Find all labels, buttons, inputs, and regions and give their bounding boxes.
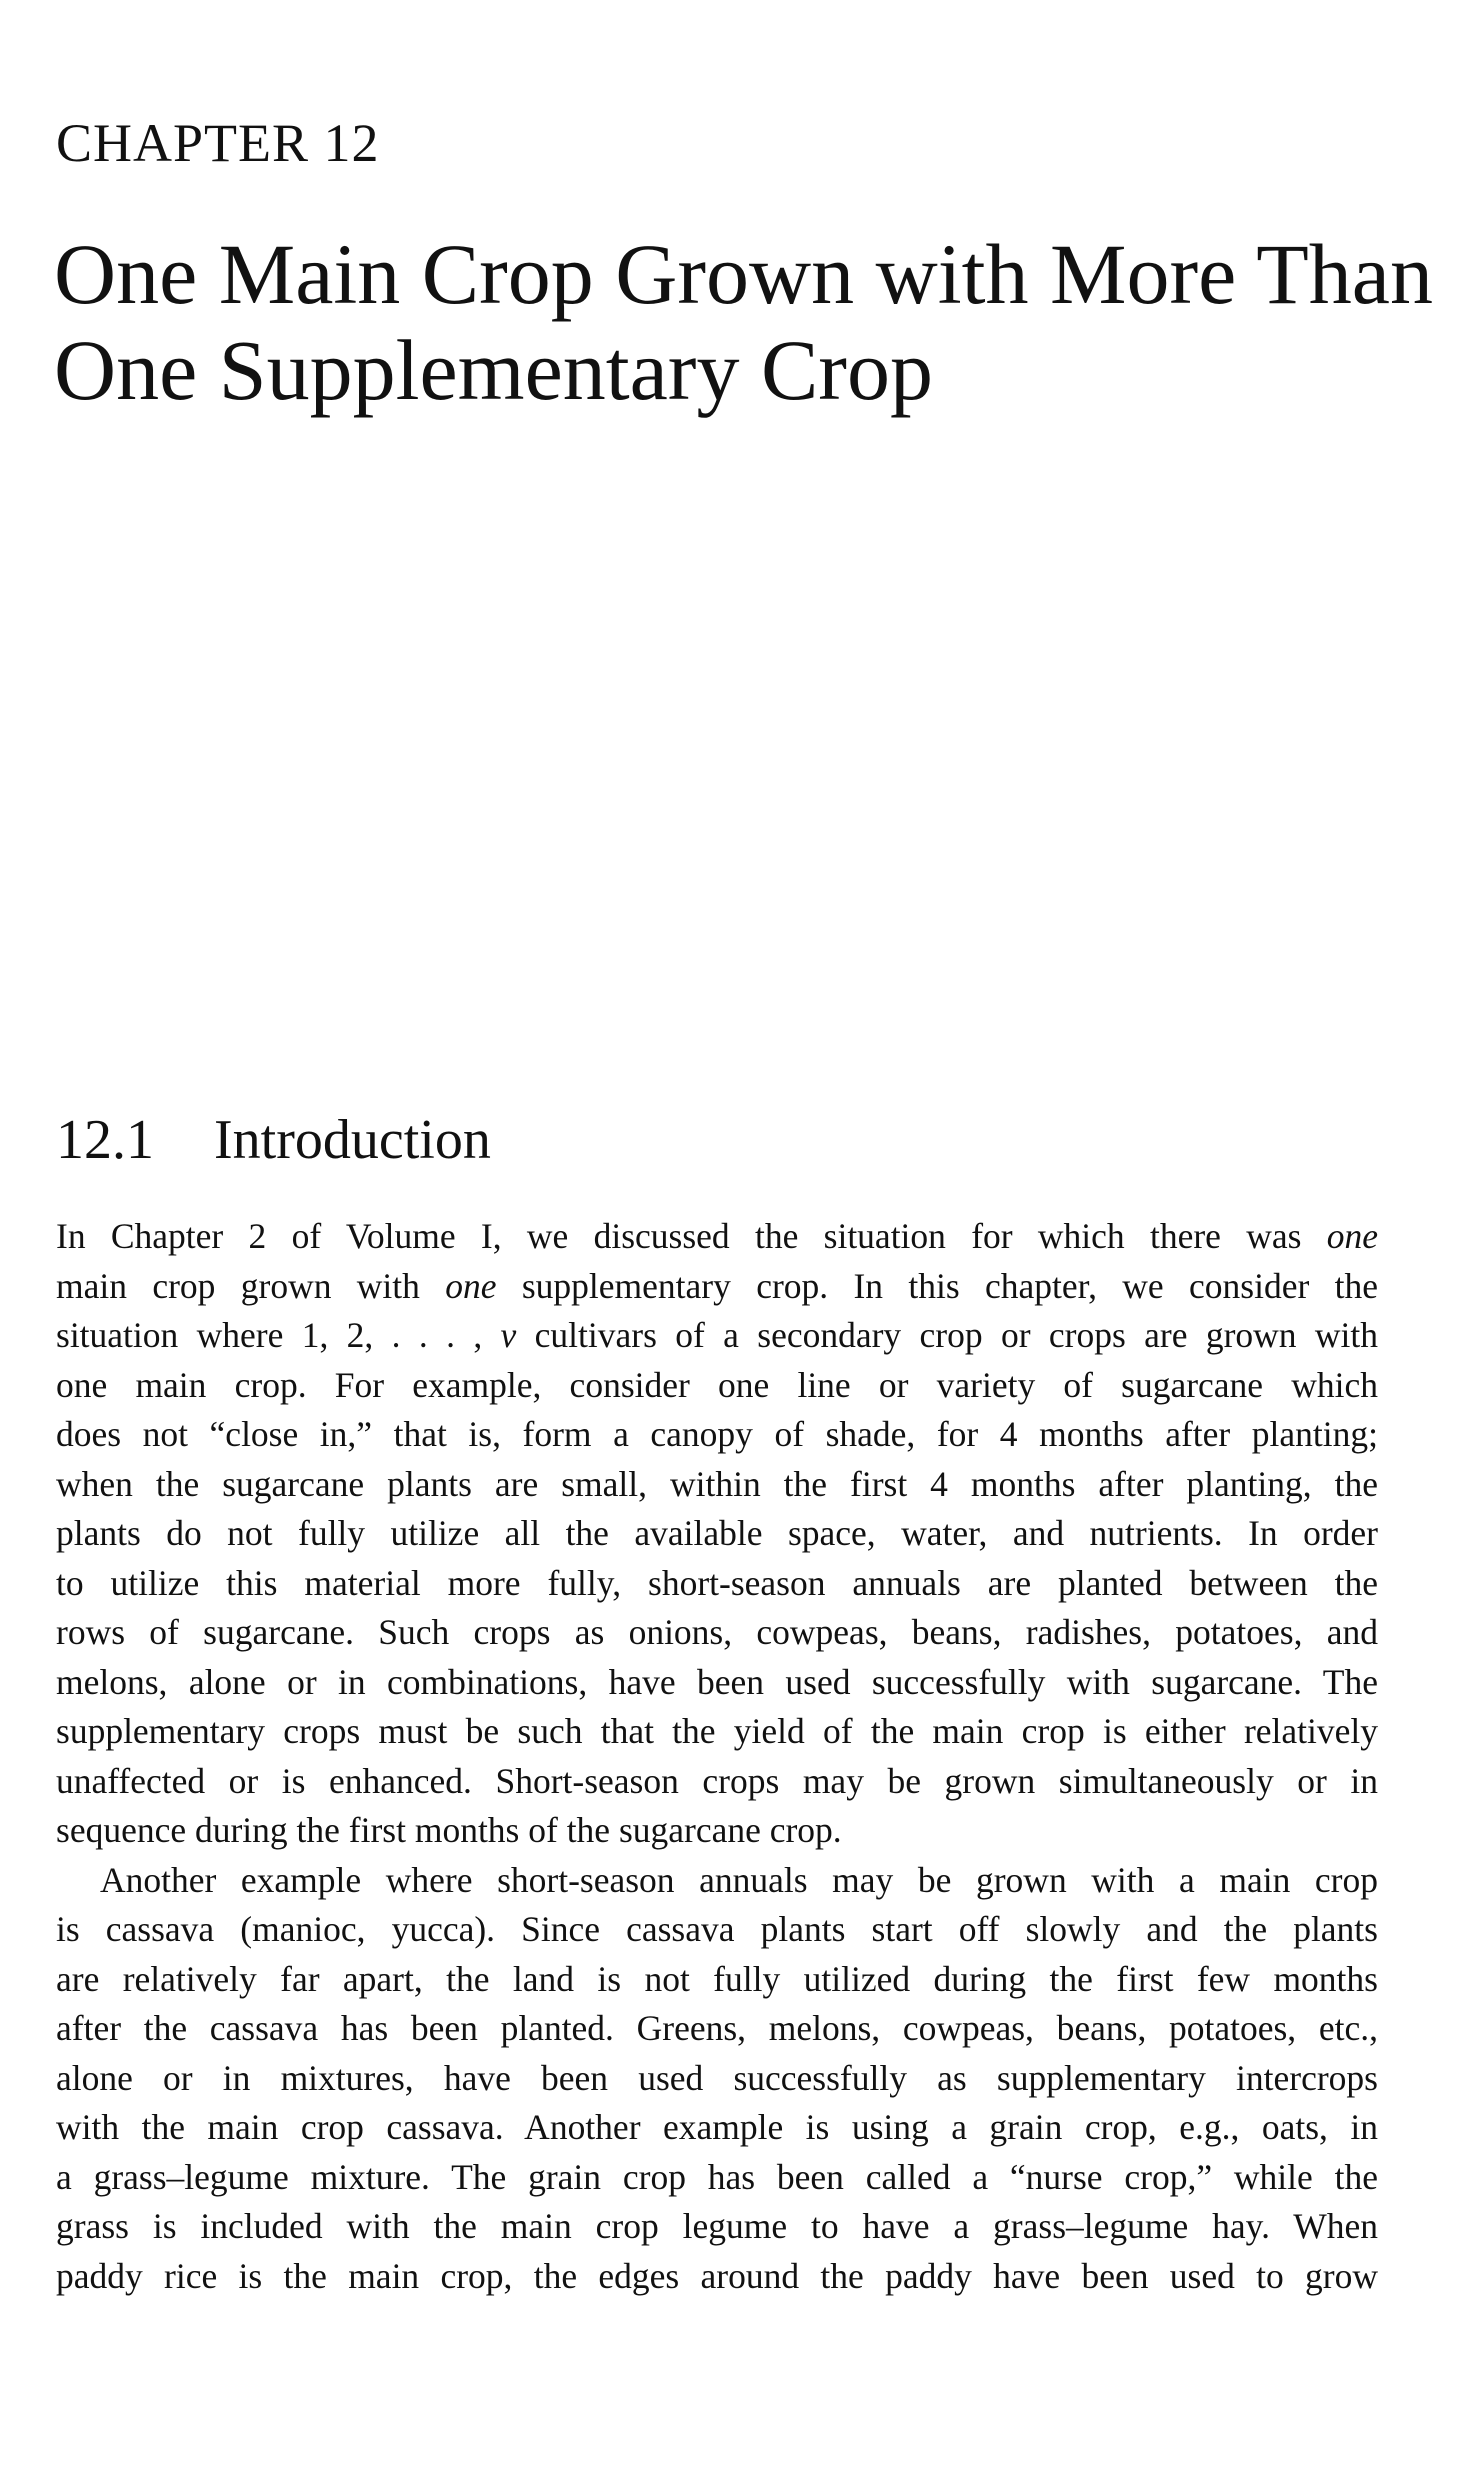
section-heading <box>56 1109 491 1171</box>
text-line: one main crop. For example, consider one line or variety of sugarcane which <box>56 1364 1378 1405</box>
chapter-title-line: One Main Crop Grown with More Than <box>54 226 1433 322</box>
text-line: unaffected or is enhanced. Short-season crops may be grown simultaneously or in <box>56 1760 1378 1801</box>
text-line: melons, alone or in combinations, have been used successfully with sugarcane. The <box>56 1661 1378 1702</box>
text-line: plants do not fully utilize all the available space, water, and nutrients. In order <box>56 1513 1378 1553</box>
text-line: is cassava (manioc, yucca). Since cassava plants start off slowly and the plants <box>56 1909 1378 1949</box>
text-line: to utilize this material more fully, short-season annuals are planted between the <box>56 1562 1378 1603</box>
text-line: after the cassava has been planted. Greens, melons, cowpeas, beans, potatoes, etc., <box>56 2008 1378 2048</box>
chapter-title-line: One Supplementary Crop <box>54 322 933 418</box>
section-title: Introduction <box>214 1109 491 1171</box>
text-line: paddy rice is the main crop, the edges around the paddy have been used to grow <box>56 2255 1378 2296</box>
text-line: rows of sugarcane. Such crops as onions, cowpeas, beans, radishes, potatoes, and <box>56 1612 1378 1652</box>
text-line: with the main crop cassava. Another example is using a grain crop, e.g., oats, in <box>56 2107 1378 2147</box>
chapter-label: CHAPTER 12 <box>56 113 380 173</box>
text-line: when the sugarcane plants are small, within the first 4 months after planting, the <box>56 1463 1378 1504</box>
text-line: a grass–legume mixture. The grain crop has been called a “nurse crop,” while the <box>56 2156 1378 2197</box>
chapter-title <box>54 226 1434 418</box>
text-line: situation where 1, 2, . . . , v cultivars of a secondary crop or crops are grown with <box>56 1315 1378 1355</box>
body-text <box>56 1212 1378 2301</box>
text-line: grass is included with the main crop legume to have a grass–legume hay. When <box>56 2206 1378 2246</box>
text-line: does not “close in,” that is, form a canopy of shade, for 4 months after planting; <box>56 1414 1378 1454</box>
text-line: main crop grown with one supplementary crop. In this chapter, we consider the <box>56 1265 1378 1306</box>
section-number: 12.1 <box>56 1109 154 1171</box>
text-line: are relatively far apart, the land is not fully utilized during the first few months <box>56 1958 1378 1999</box>
text-line: Another example where short-season annuals may be grown with a main crop <box>100 1859 1378 1900</box>
text-line: sequence during the first months of the sugarcane crop. <box>56 1810 842 1850</box>
text-line: In Chapter 2 of Volume I, we discussed the situation for which there was one <box>56 1216 1378 1256</box>
text-line: supplementary crops must be such that the yield of the main crop is either relatively <box>56 1711 1378 1751</box>
text-line: alone or in mixtures, have been used successfully as supplementary intercrops <box>56 2057 1378 2098</box>
